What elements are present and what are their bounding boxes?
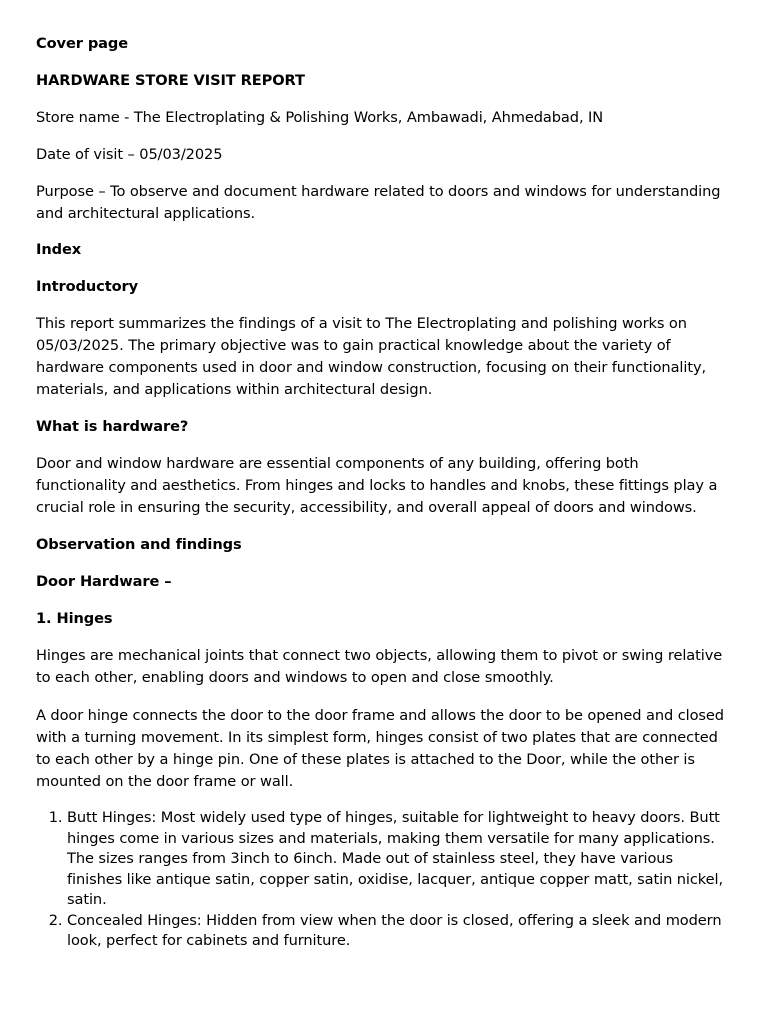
report-title: HARDWARE STORE VISIT REPORT — [36, 72, 305, 89]
what-is-hardware-heading: What is hardware? — [36, 418, 189, 435]
hinge-types-list — [36, 808, 732, 952]
purpose: Purpose – To observe and document hardware related to doors and windows for understanding and architectural applications. — [36, 183, 721, 222]
list-item-concealed-hinges: 2. Concealed Hinges: Hidden from view when the door is closed, offering a sleek and modern look, perfect for cabinets and furniture. — [67, 911, 732, 952]
hinges-paragraph: Hinges are mechanical joints that connect two objects, allowing them to pivot or swing relative to each other, enabling doors and windows to open and close smoothly. — [36, 647, 723, 686]
index-heading: Index — [36, 241, 82, 258]
what-is-hardware-paragraph: Door and window hardware are essential components of any building, offering both functionality and aesthetics. From hinges and locks to handles and knobs, these fittings play a crucial role in ensuring the security, accessibility, and overall appeal of doors and windows. — [36, 455, 718, 516]
introductory-paragraph: This report summarizes the findings of a visit to The Electroplating and polishing works on 05/03/2025. The primary objective was to gain practical knowledge about the variety of hardware components used in door and window construction, focusing on their functionality, materials, and applications within architectural design. — [36, 315, 707, 398]
door-hinge-paragraph: A door hinge connects the door to the door frame and allows the door to be opened and closed with a turning movement. In its simplest form, hinges consist of two plates that are connected to each other by a hinge pin. One of these plates is attached to the Door, while the other is mounted on the door frame or wall. — [36, 707, 724, 790]
door-hardware-heading: Door Hardware – — [36, 573, 172, 590]
introductory-heading: Introductory — [36, 278, 139, 295]
observation-heading: Observation and findings — [36, 536, 242, 553]
hinges-heading: 1. Hinges — [36, 610, 113, 627]
date-of-visit: Date of visit – 05/03/2025 — [36, 146, 223, 163]
store-name: Store name - The Electroplating & Polishing Works, Ambawadi, Ahmedabad, IN — [36, 109, 604, 126]
list-item-butt-hinges: 1. Butt Hinges: Most widely used type of hinges, suitable for lightweight to heavy doors. Butt hinges come in various sizes and materials, making them versatile for many applications. The sizes ranges from 3inch to 6inch. Made out of stainless steel, they have various finishes like antique satin, copper satin, oxidise, lacquer, antique copper matt, satin nickel, satin. — [67, 808, 732, 911]
cover-label: Cover page — [36, 35, 129, 52]
